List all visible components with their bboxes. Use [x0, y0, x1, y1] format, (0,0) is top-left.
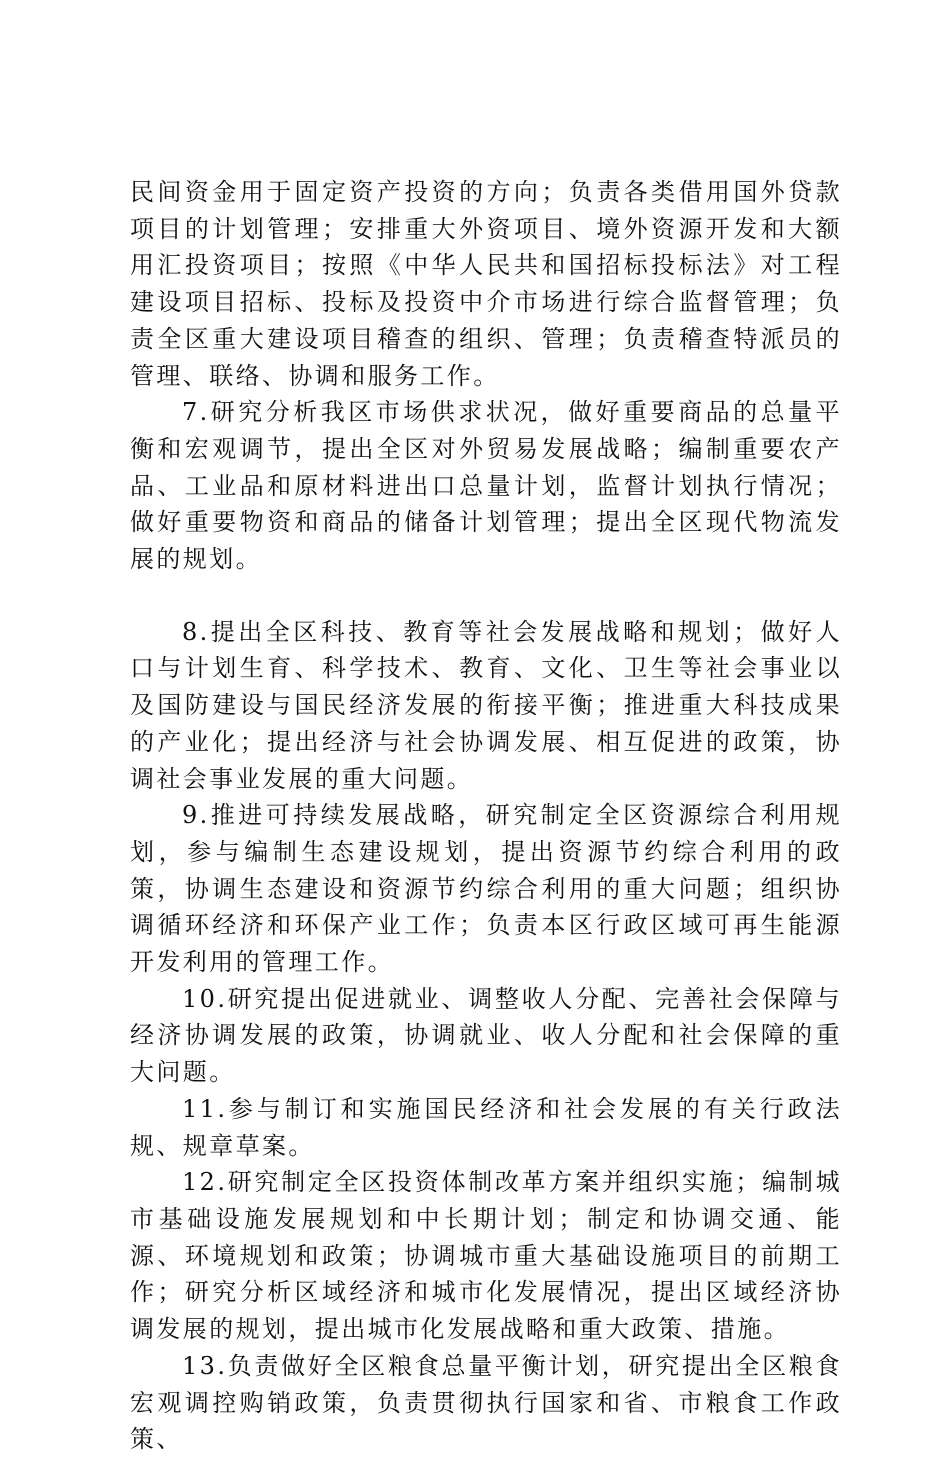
paragraph-item-8: 8.提出全区科技、教育等社会发展战略和规划；做好人口与计划生育、科学技术、教育、文化、卫生等社会事业以及国防建设与国民经济发展的衔接平衡；推进重大科技成果的产业化；提出经济与社会协调发展、相互促进的政策，协调社会事业发展的重大问题。 — [130, 617, 842, 793]
document-page — [130, 174, 842, 1458]
paragraph-item-7: 7.研究分析我区市场供求状况，做好重要商品的总量平衡和宏观调节，提出全区对外贸易发展战略；编制重要农产品、工业品和原材料进出口总量计划，监督计划执行情况；做好重要物资和商品的储备计划管理；提出全区现代物流发展的规划。 — [130, 398, 842, 574]
paragraph-item-10: 10.研究提出促进就业、调整收人分配、完善社会保障与经济协调发展的政策，协调就业、收人分配和社会保障的重大问题。 — [130, 984, 842, 1087]
paragraph-item-9: 9.推进可持续发展战略，研究制定全区资源综合利用规划，参与编制生态建设规划，提出资源节约综合利用的政策，协调生态建设和资源节约综合利用的重大问题；组织协调循环经济和环保产业工作；负责本区行政区域可再生能源开发利用的管理工作。 — [130, 801, 842, 977]
paragraph-item-12: 12.研究制定全区投资体制改革方案并组织实施；编制城市基础设施发展规划和中长期计划；制定和协调交通、能源、环境规划和政策；协调城市重大基础设施项目的前期工作；研究分析区域经济和城市化发展情况，提出区域经济协调发展的规划，提出城市化发展战略和重大政策、措施。 — [130, 1168, 842, 1344]
paragraph-item-13: 13.负责做好全区粮食总量平衡计划，研究提出全区粮食宏观调控购销政策，负责贯彻执行国家和省、市粮食工作政策、 — [130, 1351, 842, 1454]
paragraph-item-11: 11.参与制订和实施国民经济和社会发展的有关行政法规、规章草案。 — [130, 1094, 842, 1160]
paragraph-continuation: 民间资金用于固定资产投资的方向；负责各类借用国外贷款项目的计划管理；安排重大外资项目、境外资源开发和大额用汇投资项目；按照《中华人民共和国招标投标法》对工程建设项目招标、投标及投资中介市场进行综合监督管理；负责全区重大建设项目稽查的组织、管理；负责稽查特派员的管理、联络、协调和服务工作。 — [130, 178, 842, 390]
